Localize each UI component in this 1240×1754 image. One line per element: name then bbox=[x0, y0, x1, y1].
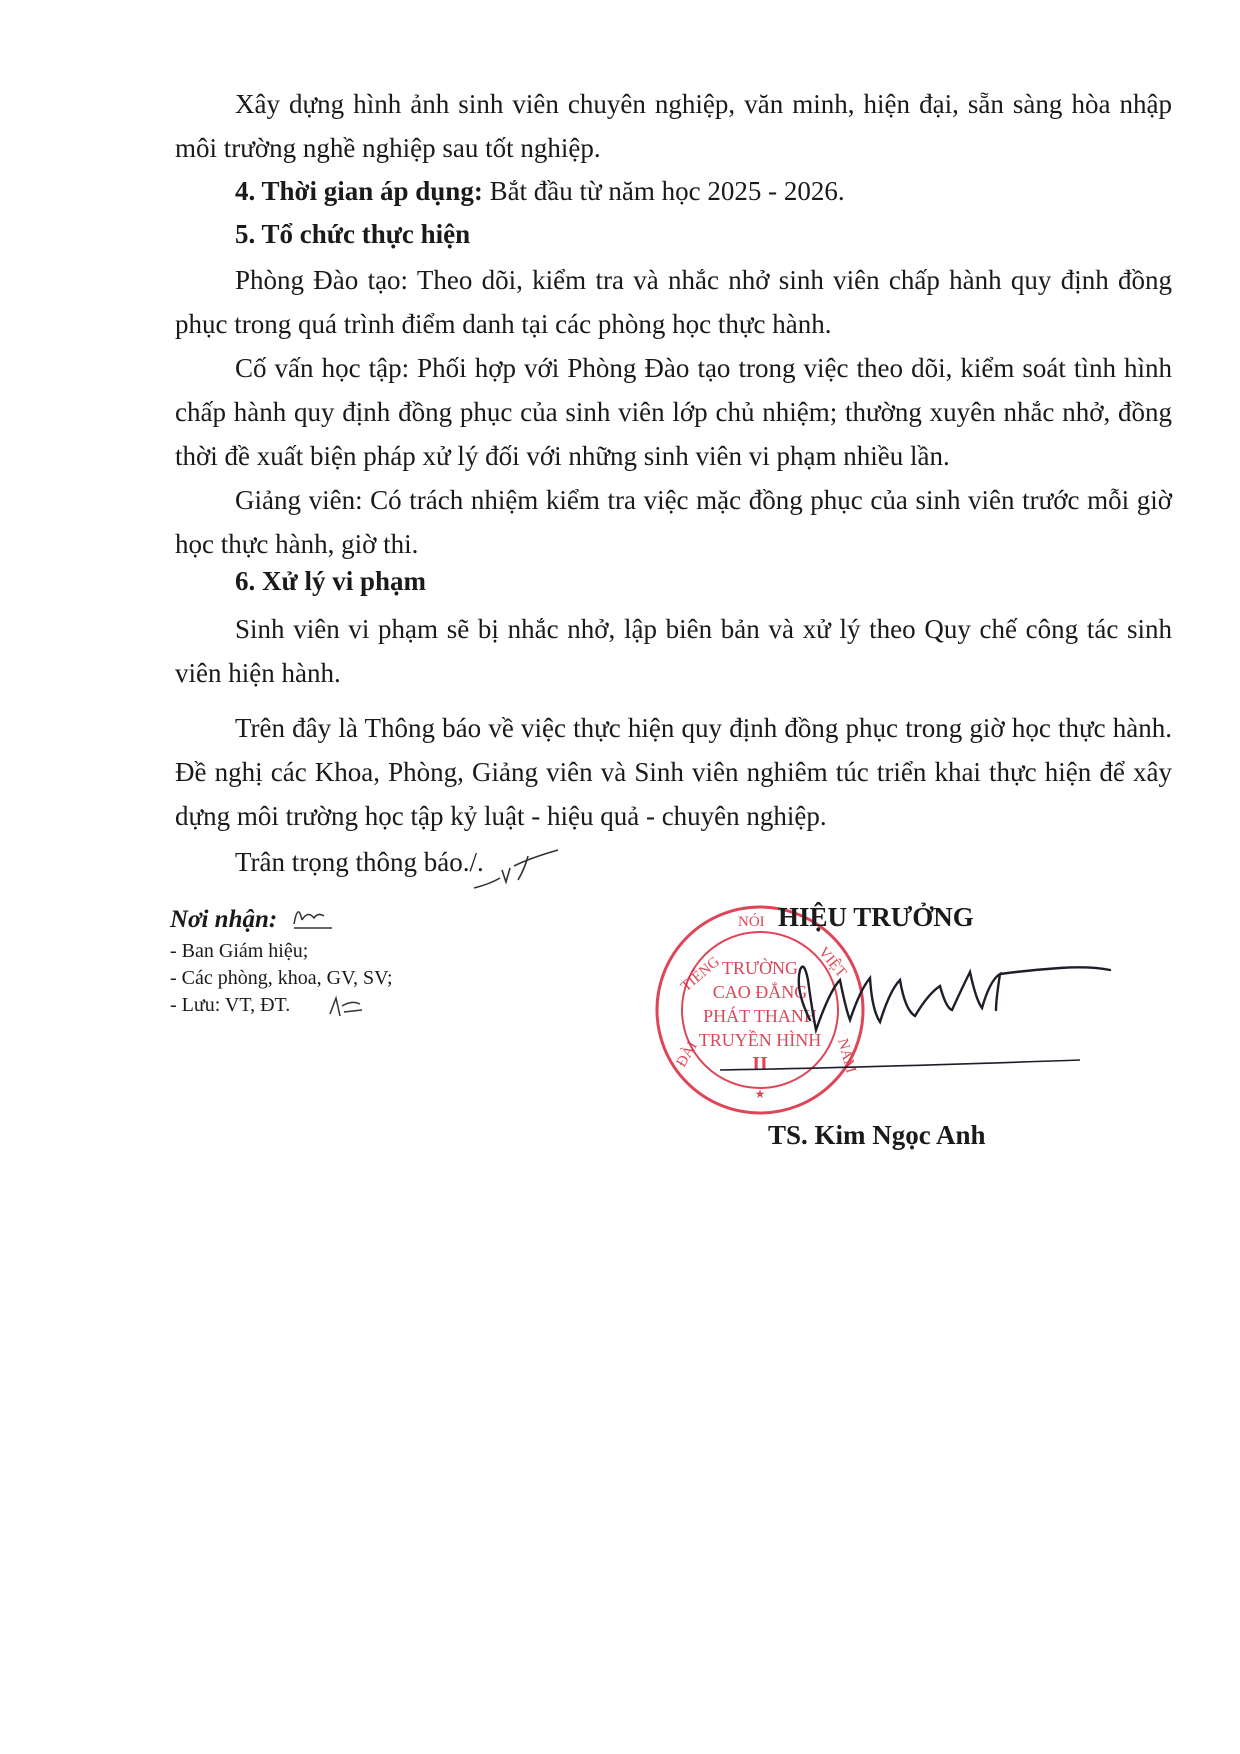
recipients-heading: Nơi nhận: bbox=[170, 906, 278, 933]
recipient-item: - Lưu: VT, ĐT. bbox=[170, 994, 291, 1016]
section5-paragraph-training-office: Phòng Đào tạo: Theo dõi, kiểm tra và nhắc nhở sinh viên chấp hành quy định đồng phục trong quá trình điểm danh tại các phòng học thực hành. bbox=[175, 265, 1172, 339]
section5-paragraph-lecturer: Giảng viên: Có trách nhiệm kiểm tra việc mặc đồng phục của sinh viên trước mỗi giờ học thực hành, giờ thi. bbox=[175, 485, 1172, 559]
recipient-item: - Các phòng, khoa, GV, SV; bbox=[170, 967, 393, 989]
svg-text:TRUYỀN HÌNH: TRUYỀN HÌNH bbox=[698, 1030, 822, 1050]
svg-text:TIẾNG: TIẾNG bbox=[678, 953, 724, 996]
handwritten-initials-mark bbox=[290, 898, 335, 930]
svg-text:★: ★ bbox=[754, 1087, 766, 1101]
svg-text:NAM: NAM bbox=[834, 1036, 859, 1075]
recipient-item: - Ban Giám hiệu; bbox=[170, 940, 309, 962]
signer-name: TS. Kim Ngọc Anh bbox=[768, 1120, 986, 1150]
sign-off: Trân trọng thông báo./. bbox=[235, 847, 484, 877]
svg-text:ĐÀI: ĐÀI bbox=[673, 1038, 701, 1070]
section5-heading: 5. Tổ chức thực hiện bbox=[235, 219, 471, 249]
signer-title: HIỆU TRƯỞNG bbox=[778, 902, 974, 932]
handwritten-initials-mark bbox=[470, 848, 560, 898]
section6-heading: 6. Xử lý vi phạm bbox=[235, 566, 426, 596]
svg-text:VIỆT: VIỆT bbox=[814, 944, 850, 981]
handwritten-initials-mark bbox=[326, 992, 366, 1022]
svg-text:TRƯỜNG: TRƯỜNG bbox=[722, 958, 798, 978]
svg-text:NÓI: NÓI bbox=[738, 914, 765, 930]
section4-heading: 4. Thời gian áp dụng: bbox=[235, 176, 483, 206]
handwritten-signature bbox=[700, 950, 1120, 1130]
closing-paragraph: Trên đây là Thông báo về việc thực hiện quy định đồng phục trong giờ học thực hành. Đề nghị các Khoa, Phòng, Giảng viên và Sinh viên nghiêm túc triển khai thực hiện để xây dựng môi trường học tập kỷ luật - hiệu quả - chuyên nghiệp. bbox=[175, 713, 1172, 831]
svg-text:CAO ĐẲNG: CAO ĐẲNG bbox=[712, 982, 808, 1002]
svg-text:II: II bbox=[752, 1053, 768, 1075]
section4-line bbox=[235, 176, 845, 207]
svg-text:PHÁT THANH: PHÁT THANH bbox=[703, 1006, 817, 1026]
section5-paragraph-academic-advisor: Cố vấn học tập: Phối hợp với Phòng Đào tạo trong việc theo dõi, kiểm soát tình hình chấp hành quy định đồng phục của sinh viên lớp chủ nhiệm; thường xuyên nhắc nhở, đồng thời đề xuất biện pháp xử lý đối với những sinh viên vi phạm nhiều lần. bbox=[175, 353, 1172, 471]
section4-text: Bắt đầu từ năm học 2025 - 2026. bbox=[482, 176, 845, 206]
intro-paragraph: Xây dựng hình ảnh sinh viên chuyên nghiệp, văn minh, hiện đại, sẵn sàng hòa nhập môi trường nghề nghiệp sau tốt nghiệp. bbox=[175, 89, 1172, 163]
section6-paragraph: Sinh viên vi phạm sẽ bị nhắc nhở, lập biên bản và xử lý theo Quy chế công tác sinh viên hiện hành. bbox=[175, 614, 1172, 688]
